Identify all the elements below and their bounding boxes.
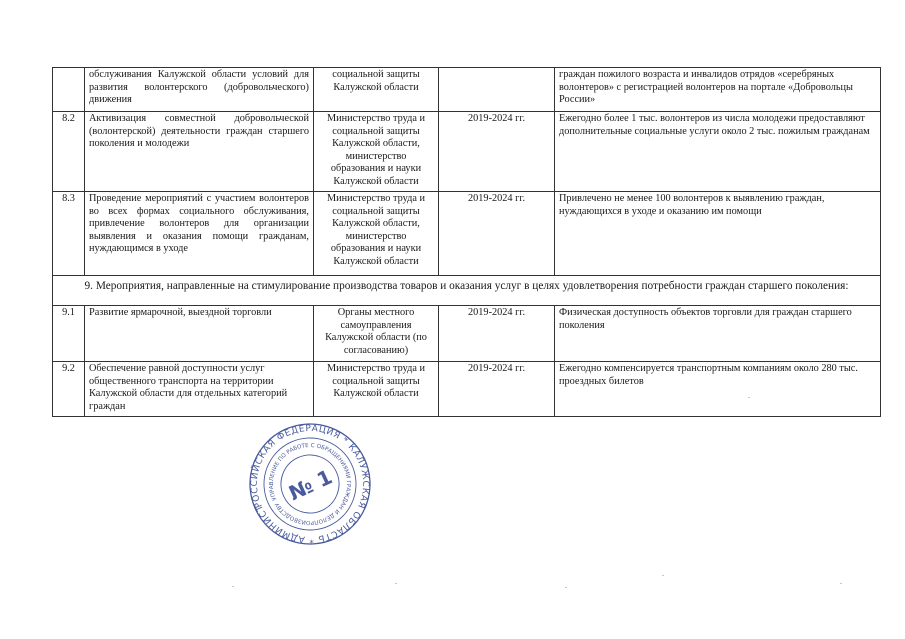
row-number: 8.3 <box>53 192 85 276</box>
row-number <box>53 68 85 112</box>
period-cell: 2019-2024 гг. <box>439 192 555 276</box>
stamp-outer-text: РОССИЙСКАЯ ФЕДЕРАЦИЯ * КАЛУЖСКАЯ ОБЛАСТЬ * АДМИНИСТРАЦИЯ <box>249 423 371 545</box>
row-number: 9.1 <box>53 306 85 362</box>
official-stamp <box>248 422 372 546</box>
executor-cell: Органы местного самоуправления Калужской области (по согласованию) <box>314 306 439 362</box>
executor-cell: социальной защиты Калужской области <box>314 68 439 112</box>
scan-speck <box>565 587 567 588</box>
scan-speck <box>395 583 397 584</box>
activity-cell: Обеспечение равной доступности услуг общественного транспорта на территории Калужской области для отдельных категорий граждан <box>85 362 314 417</box>
scan-speck <box>748 397 750 398</box>
activity-cell: Развитие ярмарочной, выездной торговли <box>85 306 314 362</box>
result-cell: граждан пожилого возраста и инвалидов отрядов «серебряных волонтеров» с регистрацией волонтеров на портале «Добровольцы России» <box>555 68 881 112</box>
scan-speck <box>232 586 234 587</box>
table-row <box>53 192 881 276</box>
result-cell: Привлечено не менее 100 волонтеров к выявлению граждан, нуждающихся в уходе и оказанию им помощи <box>555 192 881 276</box>
period-cell: 2019-2024 гг. <box>439 306 555 362</box>
period-cell <box>439 68 555 112</box>
period-cell: 2019-2024 гг. <box>439 112 555 192</box>
stamp-number: № 1 <box>284 464 336 506</box>
table-row <box>53 362 881 417</box>
table-row <box>53 68 881 112</box>
activity-cell: Активизация совместной добровольческой (волонтерской) деятельности граждан старшего поколения и молодежи <box>85 112 314 192</box>
executor-cell: Министерство труда и социальной защиты Калужской области <box>314 362 439 417</box>
row-number: 8.2 <box>53 112 85 192</box>
executor-cell: Министерство труда и социальной защиты Калужской области, министерство образования и науки Калужской области <box>314 112 439 192</box>
document-sheet <box>52 67 880 417</box>
activities-table <box>52 67 881 417</box>
scan-speck <box>662 575 664 576</box>
executor-cell: Министерство труда и социальной защиты Калужской области, министерство образования и науки Калужской области <box>314 192 439 276</box>
section-header-row <box>53 276 881 306</box>
result-cell: Физическая доступность объектов торговли для граждан старшего поколения <box>555 306 881 362</box>
stamp-inner-text: УПРАВЛЕНИЕ ПО РАБОТЕ С ОБРАЩЕНИЯМИ ГРАЖДАН И ДЕЛОПРОИЗВОДСТВУ <box>268 442 352 526</box>
activity-cell: Проведение мероприятий с участием волонтеров во всех формах социального обслуживания, привлечение волонтеров для организации выявления и оказания помощи гражданам, нуждающимся в уходе <box>85 192 314 276</box>
row-number: 9.2 <box>53 362 85 417</box>
table-row <box>53 306 881 362</box>
scan-speck <box>840 583 842 584</box>
table-row <box>53 112 881 192</box>
period-cell: 2019-2024 гг. <box>439 362 555 417</box>
result-cell: Ежегодно компенсируется транспортным компаниям около 280 тыс. проездных билетов <box>555 362 881 417</box>
result-cell: Ежегодно более 1 тыс. волонтеров из числа молодежи предоставляют дополнительные социальные услуги около 2 тыс. пожилым гражданам <box>555 112 881 192</box>
section-title: 9. Мероприятия, направленные на стимулирование производства товаров и оказания услуг в целях удовлетворения потребности граждан старшего поколения: <box>53 276 881 306</box>
activity-cell: обслуживания Калужской области условий для развития волонтерского (добровольческого) движения <box>85 68 314 112</box>
